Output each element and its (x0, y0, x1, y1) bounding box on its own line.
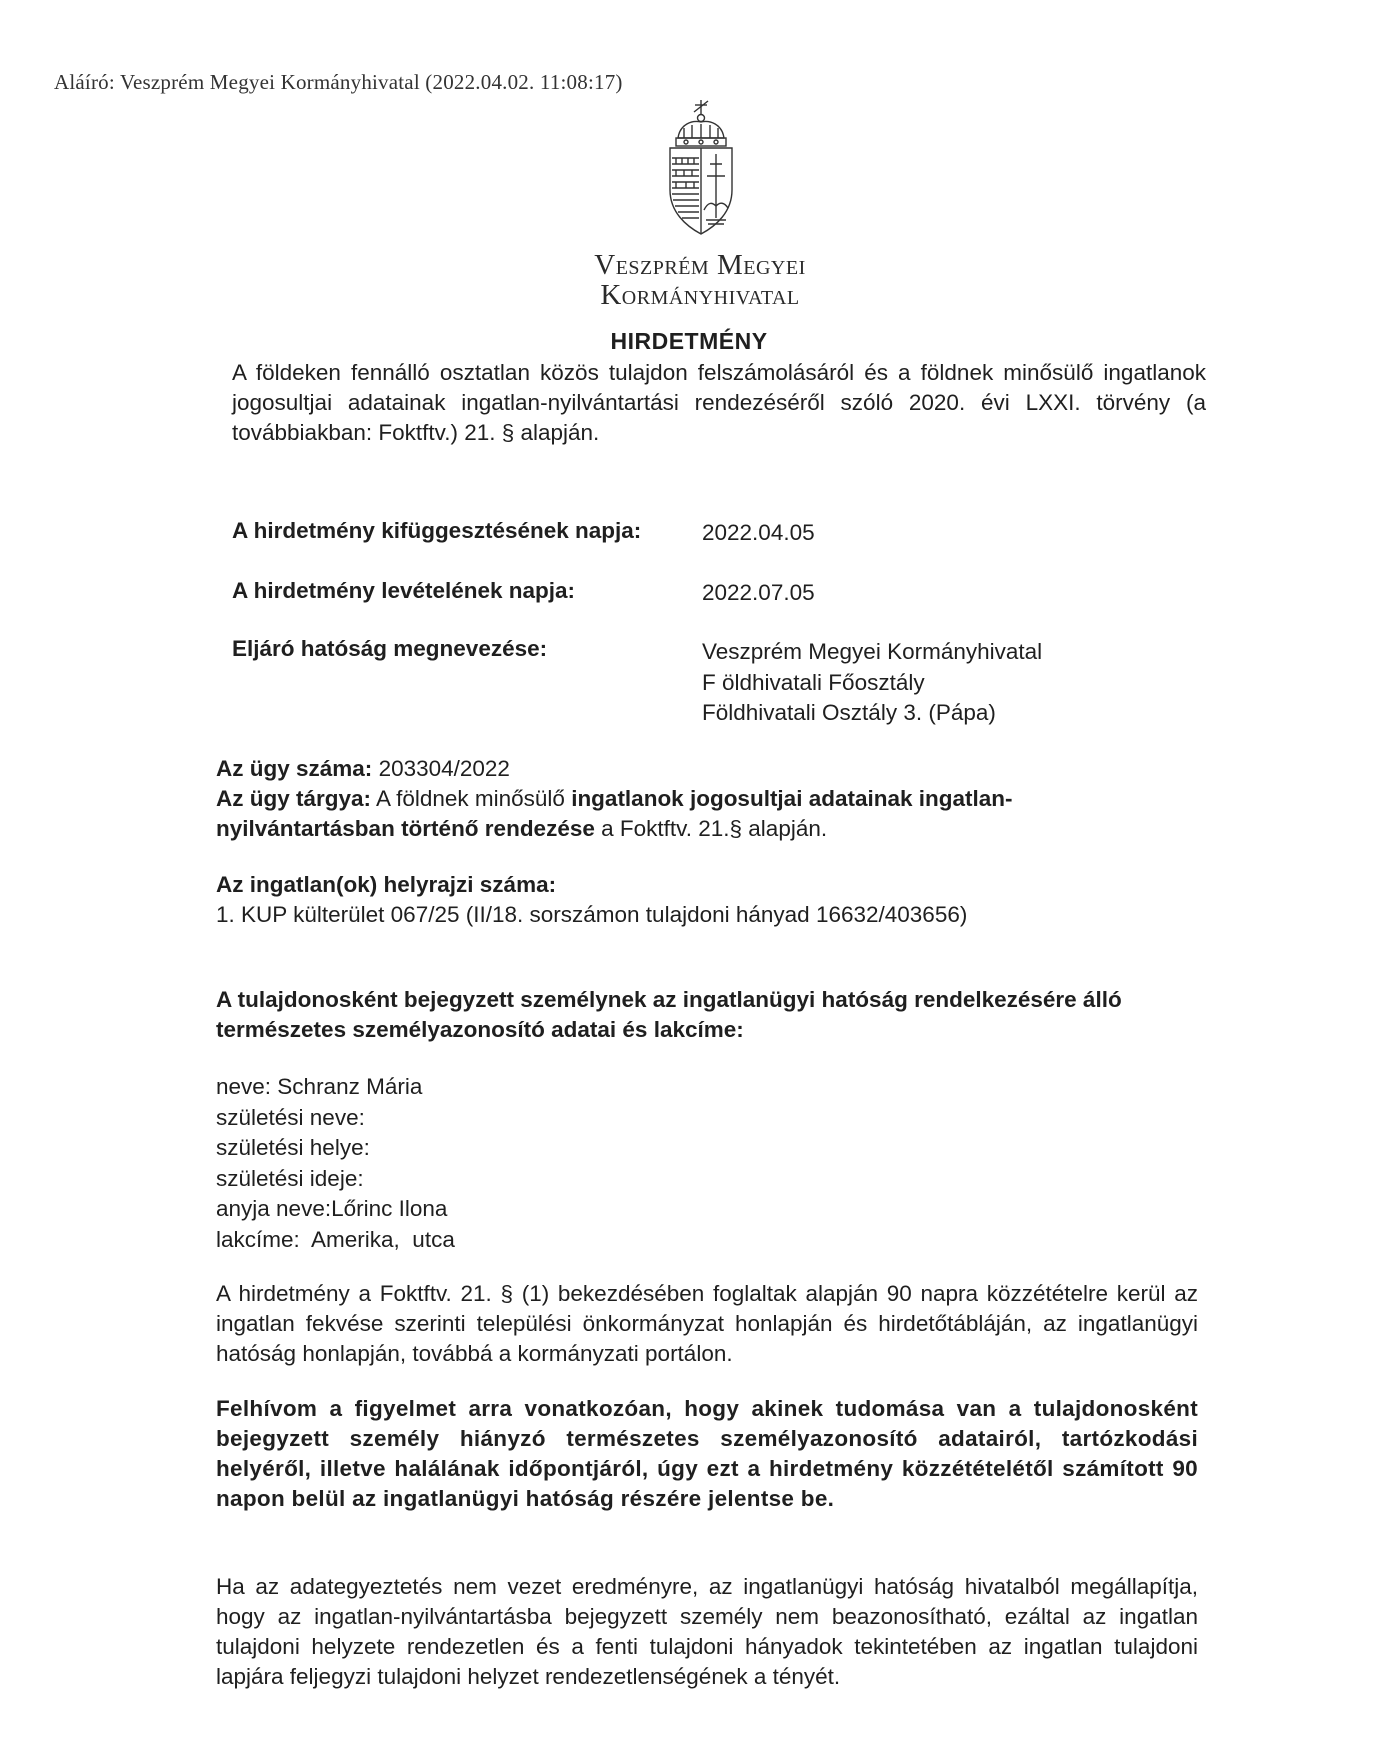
owner-birth-place: születési helye: (216, 1135, 370, 1160)
case-number-value: 203304/2022 (378, 756, 510, 781)
case-number (216, 754, 510, 784)
removal-date-value: 2022.07.05 (702, 580, 815, 605)
owner-mother-name: anyja neve:Lőrinc Ilona (216, 1196, 448, 1221)
posting-date-label: A hirdetmény kifüggesztésének napja: (232, 518, 642, 543)
notice-paragraph: Felhívom a figyelmet arra vonatkozóan, hogy akinek tudomása van a tulajdonosként bejegyzett személy hiányzó természetes személyazonosító adatairól, tartózkodási helyéről, illetve halálának időpontjáról, úgy ezt a hirdetmény közzétételétől számított 90 napon belül az ingatlanügyi hatóság részére jelentse be. (216, 1396, 1198, 1511)
authority-value (702, 637, 1042, 729)
owner-details (216, 1072, 455, 1255)
parcel-label: Az ingatlan(ok) helyrajzi száma: (216, 872, 557, 897)
authority-line: Veszprém Megyei Kormányhivatal (702, 639, 1043, 664)
case-number-label: Az ügy száma: (216, 756, 373, 781)
office-name-line2: Kormányhivatal (600, 279, 800, 311)
office-name-line1: Veszprém Megyei (594, 249, 806, 281)
case-subject-label: Az ügy tárgya: (216, 786, 372, 811)
publication-paragraph: A hirdetmény a Foktftv. 21. § (1) bekezdésében foglaltak alapján 90 napra közzétételre kerül az ingatlan fekvése szerinti települési önkormányzat honlapján és hirdetőtábláján, az ingatlanügyi hatóság honlapján, továbbá a kormányzati portálon. (216, 1281, 1198, 1366)
intro-paragraph: A földeken fennálló osztatlan közös tulajdon felszámolásáról és a földnek minősülő ingatlanok jogosultjai adatainak ingatlan-nyilvántartási rendezéséről szóló 2020. évi LXXI. törvény (a továbbiakban: Foktftv.) 21. § alapján. (232, 360, 1206, 445)
owner-birth-date: születési ideje: (216, 1165, 364, 1191)
hungarian-coat-of-arms-icon (664, 98, 738, 240)
owner-birth-name: születési neve: (216, 1104, 365, 1130)
case-subject (216, 784, 1136, 844)
owner-heading: A tulajdonosként bejegyzett személynek az ingatlanügyi hatóság rendelkezésére álló természetes személyazonosító adatai és lakcíme: (216, 987, 1122, 1042)
case-subject-tail: a Foktftv. 21.§ alapján. (601, 816, 828, 841)
authority-line: Földhivatali Osztály 3. (Pápa) (702, 700, 996, 725)
case-subject-bold-text: ingatlanok jogosultjai adatainak ingatlan-nyilvántartásban történő rendezése (216, 786, 1013, 841)
owner-address: lakcíme: Amerika, utca (216, 1226, 455, 1252)
document-title: HIRDETMÉNY (610, 328, 768, 354)
outcome-paragraph: Ha az adategyeztetés nem vezet eredményre, az ingatlanügyi hatóság hivatalból megállapítja, hogy az ingatlan-nyilvántartásba bejegyzett személy nem beazonosítható, ezáltal az ingatlan tulajdoni helyzete rendezetlen és a fenti tulajdoni hányadok tekintetében az ingatlan tulajdoni lapjára feljegyzi tulajdoni helyzet rendezetlenségének a tényét. (216, 1574, 1198, 1689)
authority-line: F öldhivatali Főosztály (702, 669, 925, 695)
posting-date-value: 2022.04.05 (702, 520, 815, 545)
removal-date-label: A hirdetmény levételének napja: (232, 578, 576, 603)
owner-name: neve: Schranz Mária (216, 1074, 423, 1099)
authority-label: Eljáró hatóság megnevezése: (232, 636, 548, 661)
signer-line: Aláíró: Veszprém Megyei Kormányhivatal (2022.04.02. 11:08:17) (54, 70, 623, 94)
case-subject-text: A földnek minősülő (376, 786, 565, 811)
office-name (540, 250, 860, 310)
parcel-item: 1. KUP külterület 067/25 (II/18. sorszámon tulajdoni hányad 16632/403656) (216, 902, 968, 927)
